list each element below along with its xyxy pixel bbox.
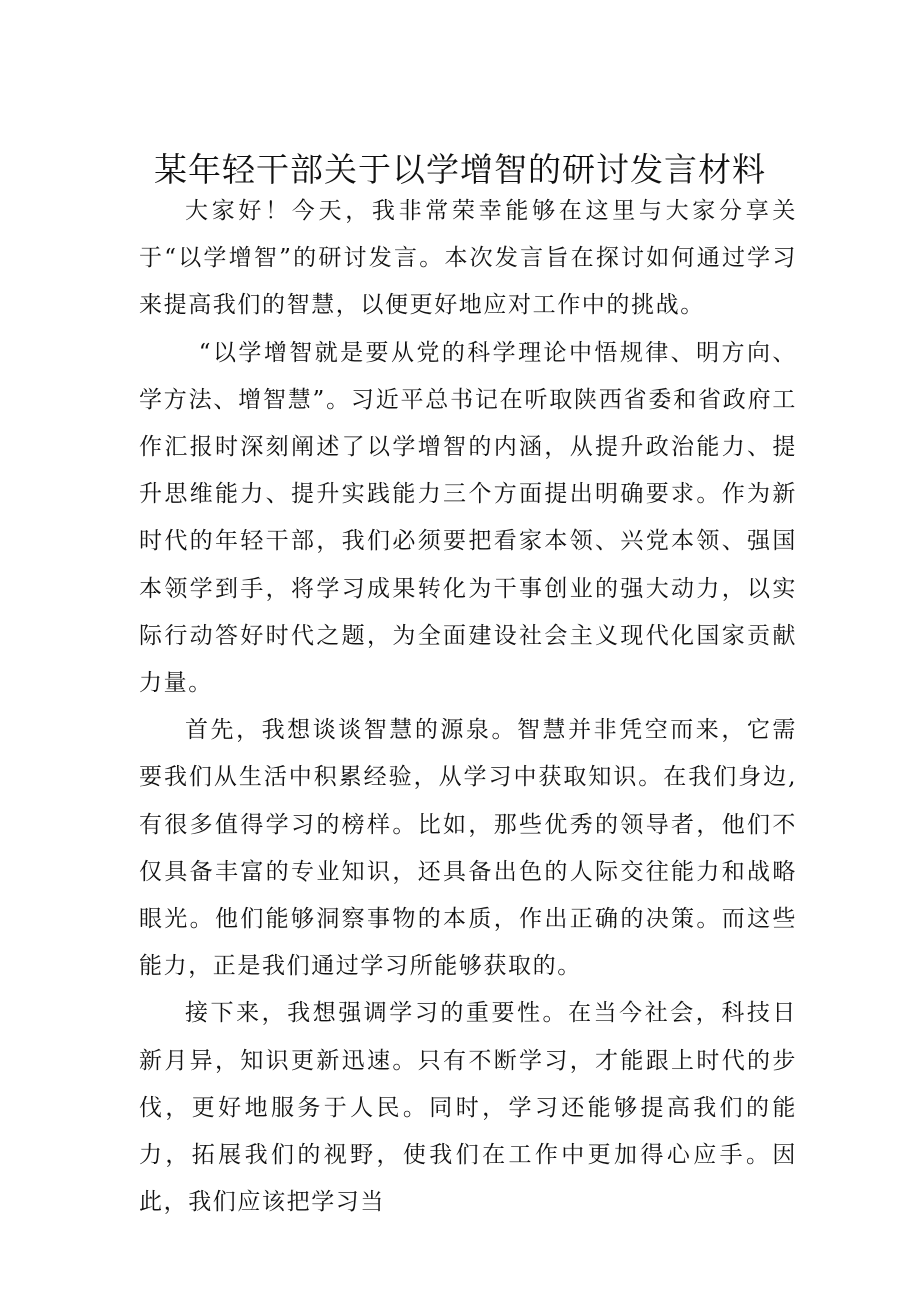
paragraph-wisdom-source: 首先，我想谈谈智慧的源泉。智慧并非凭空而来，它需要我们从生活中积累经验，从学习中获取知识。在我们身边,有很多值得学习的榜样。比如，那些优秀的领导者，他们不仅具备丰富的专业知识，还具备出色的人际交往能力和战略眼光。他们能够洞察事物的本质，作出正确的决策。而这些能力，正是我们通过学习所能够获取的。 bbox=[139, 717, 797, 980]
paragraph-greeting: 大家好！今天，我非常荣幸能够在这里与大家分享关于“以学增智”的研讨发言。本次发言旨在探讨如何通过学习来提高我们的智慧，以便更好地应对工作中的挑战。 bbox=[139, 198, 797, 319]
document-body bbox=[139, 188, 797, 1226]
paragraph-learning-importance: 接下来，我想强调学习的重要性。在当今社会，科技日新月异，知识更新迅速。只有不断学习，才能跟上时代的步伐，更好地服务于人民。同时，学习还能够提高我们的能力，拓展我们的视野，使我们在工作中更加得心应手。因此，我们应该把学习当 bbox=[139, 1000, 797, 1216]
document-title: 某年轻干部关于以学增智的研讨发言材料 bbox=[154, 150, 766, 189]
paragraph-quote: “以学增智就是要从党的科学理论中悟规律、明方向、学方法、增智慧”。习近平总书记在听取陕西省委和省政府工作汇报时深刻阐述了以学增智的内涵，从提升政治能力、提升思维能力、提升实践能力三个方面提出明确要求。作为新时代的年轻干部，我们必须要把看家本领、兴党本领、强国本领学到手，将学习成果转化为干事创业的强大动力，以实际行动答好时代之题，为全面建设社会主义现代化国家贡献力量。 bbox=[139, 339, 797, 697]
